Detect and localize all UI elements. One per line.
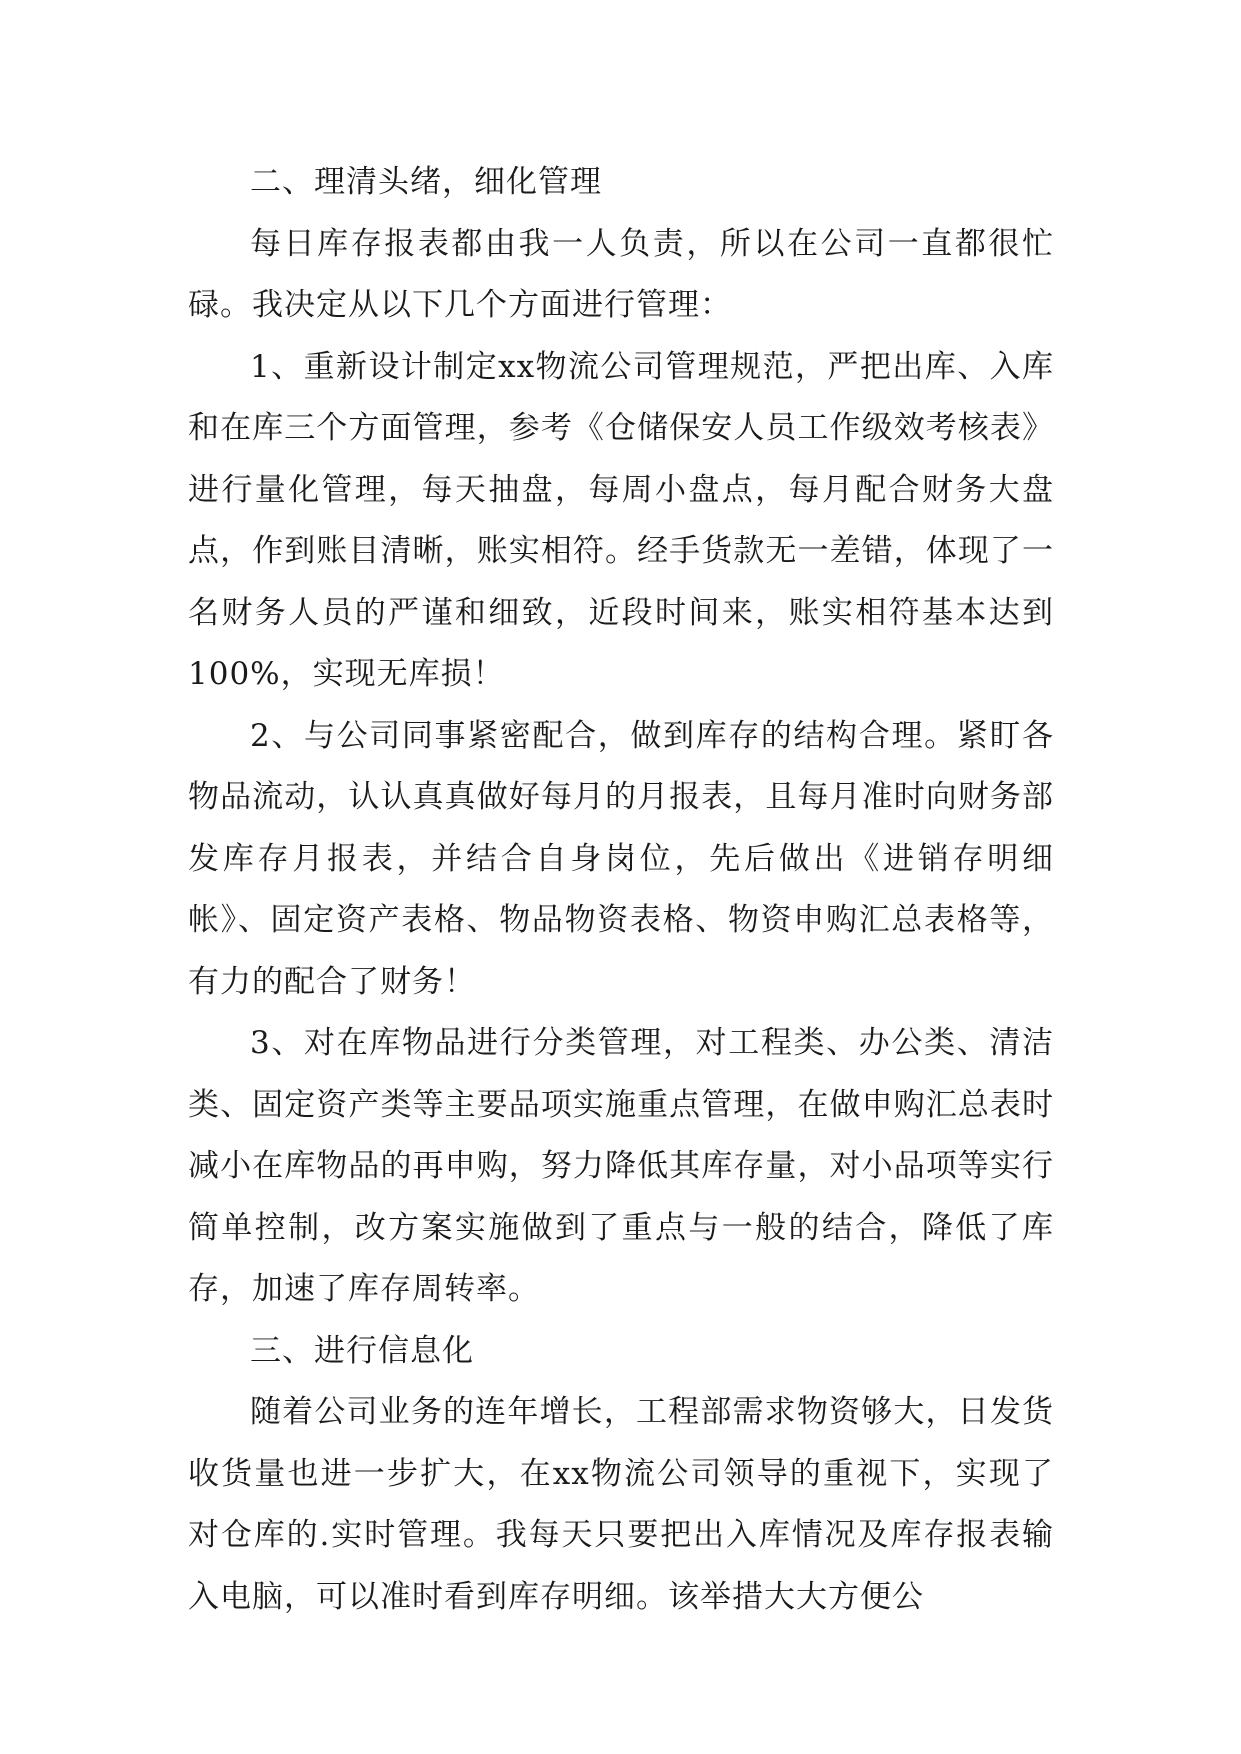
section-heading-3: 三、进行信息化 [250, 1332, 474, 1369]
list-item-1: 1、重新设计制定xx物流公司管理规范，严把出库、入库和在库三个方面管理，参考《仓储保安人员工作级效考核表》进行量化管理，每天抽盘，每周小盘点，每月配合财务大盘点，作到账目清晰，账实相符。经手货款无一差错，体现了一名财务人员的严谨和细致，近段时间来，账实相符基本达到100%，实现无库损！ [188, 348, 1054, 692]
paragraph-intro: 每日库存报表都由我一人负责，所以在公司一直都很忙碌。我决定从以下几个方面进行管理： [188, 225, 1054, 323]
list-item-2: 2、与公司同事紧密配合，做到库存的结构合理。紧盯各物品流动，认认真真做好每月的月报表，且每月准时向财务部发库存月报表，并结合自身岗位，先后做出《进销存明细帐》、固定资产表格、物品物资表格、物资申购汇总表格等，有力的配合了财务！ [188, 717, 1054, 1000]
section-heading-2: 二、理清头绪，细化管理 [250, 164, 602, 200]
paragraph-informatization: 随着公司业务的连年增长，工程部需求物资够大，日发货收货量也进一步扩大，在xx物流公司领导的重视下，实现了对仓库的.实时管理。我每天只要把出入库情况及库存报表输入电脑，可以准时看到库存明细。该举措大大方便公 [188, 1394, 1054, 1615]
document-body [188, 152, 1054, 1628]
list-item-3: 3、对在库物品进行分类管理，对工程类、办公类、清洁类、固定资产类等主要品项实施重点管理，在做申购汇总表时减小在库物品的再申购，努力降低其库存量，对小品项等实行简单控制，改方案实施做到了重点与一般的结合，降低了库存，加速了库存周转率。 [188, 1025, 1054, 1307]
